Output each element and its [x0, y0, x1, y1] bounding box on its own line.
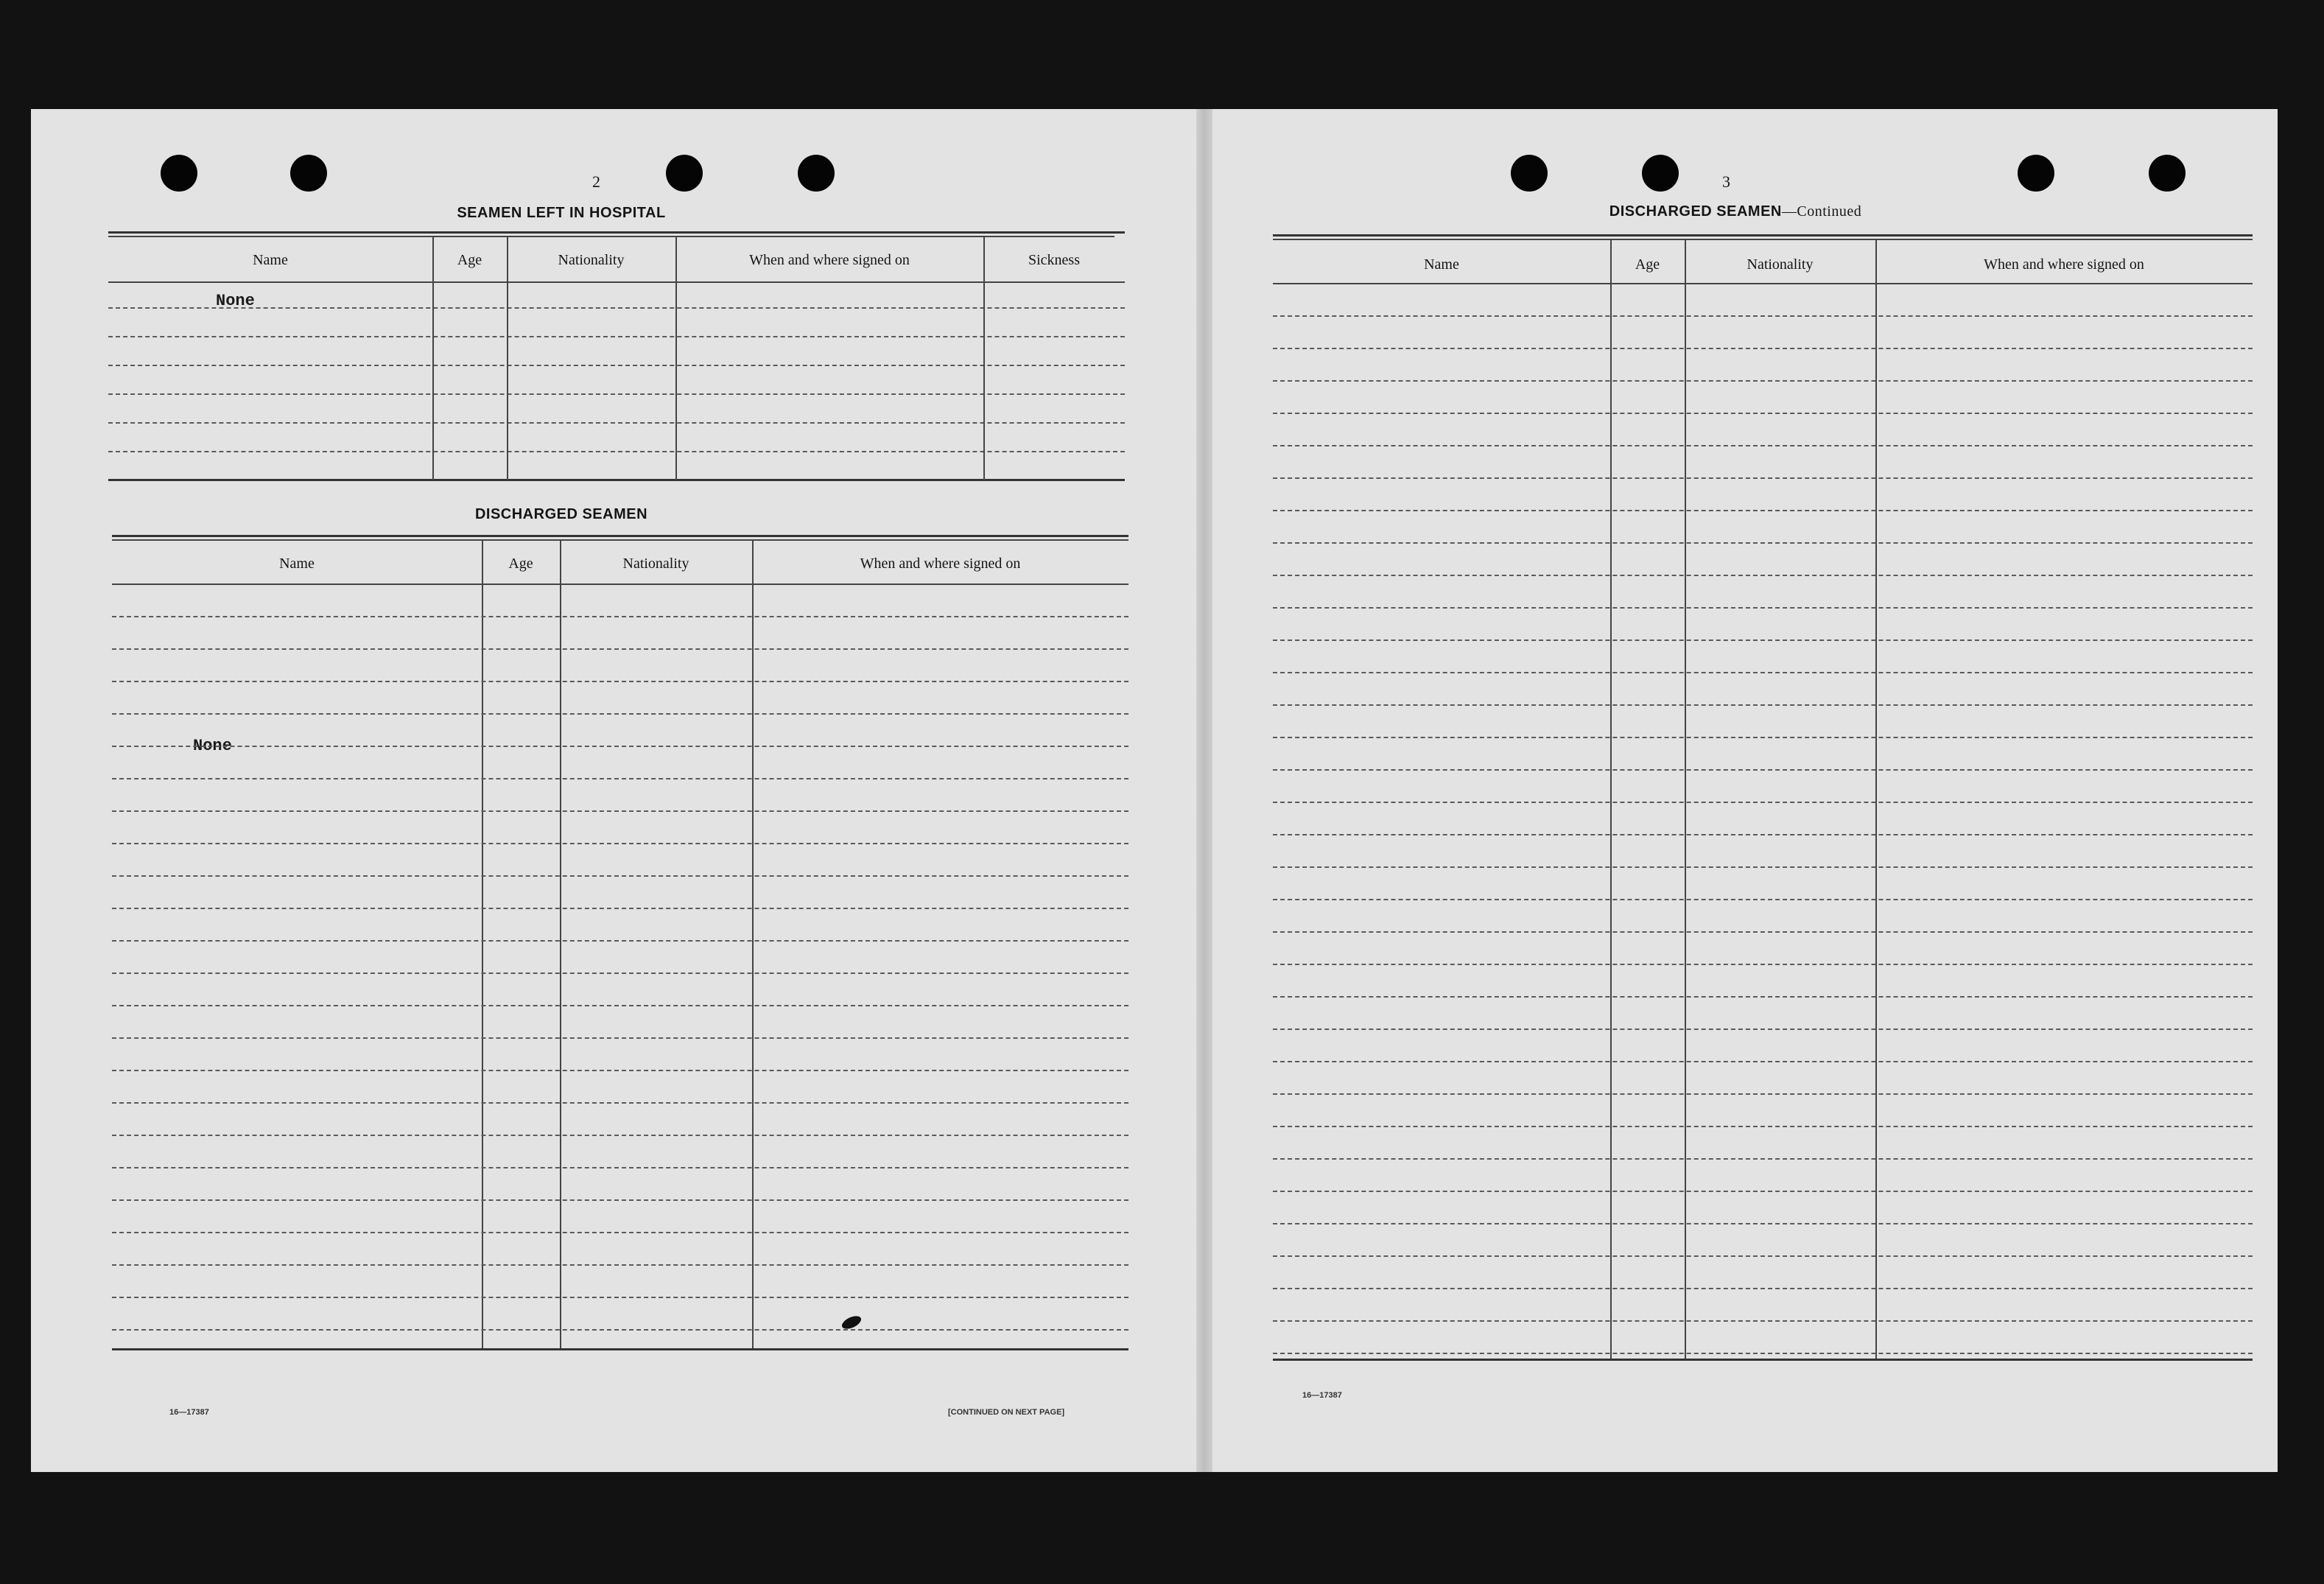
row-line: [1273, 1028, 2253, 1030]
row-line: [1273, 348, 2253, 349]
column-divider: [983, 237, 985, 480]
row-line: [1273, 931, 2253, 933]
row-line: [1273, 704, 2253, 706]
column-header-sickness: Sickness: [1028, 252, 1080, 268]
punch-hole: [798, 155, 835, 192]
table-top-rule: [108, 231, 1125, 234]
row-line: [112, 1167, 1128, 1168]
row-line: [108, 307, 1125, 309]
row-line: [1273, 380, 2253, 382]
scanned-document: [31, 109, 2278, 1472]
row-line: [1273, 413, 2253, 414]
row-line: [112, 1297, 1128, 1298]
table-top-rule: [112, 535, 1128, 537]
column-header-signed-on: When and where signed on: [860, 556, 1021, 572]
row-line: [1273, 639, 2253, 641]
form-number: 16—17387: [169, 1408, 209, 1417]
row-line: [112, 940, 1128, 942]
page-gutter: [1196, 109, 1212, 1472]
column-header-signed-on: When and where signed on: [1984, 256, 2144, 273]
table-bottom-rule: [112, 1348, 1128, 1350]
row-line: [112, 843, 1128, 844]
column-divider: [752, 541, 754, 1348]
discharged-table-continued: [1273, 234, 2253, 1369]
row-line: [112, 681, 1128, 682]
header-bottom-rule: [1273, 283, 2253, 284]
row-line: [1273, 1288, 2253, 1289]
row-line: [1273, 1158, 2253, 1160]
row-line: [1273, 542, 2253, 544]
row-line: [1273, 996, 2253, 998]
discharged-table-title: DISCHARGED SEAMEN: [474, 506, 648, 522]
column-divider: [482, 541, 483, 1348]
table-top-rule: [1273, 239, 2253, 240]
row-line: [1273, 477, 2253, 479]
punch-hole: [2149, 155, 2186, 192]
row-line: [112, 648, 1128, 650]
row-line: [112, 746, 1128, 747]
right-page: [1212, 109, 2278, 1472]
row-line: [108, 393, 1125, 395]
row-line: [112, 1037, 1128, 1039]
column-header-age: Age: [457, 252, 482, 268]
row-line: [1273, 575, 2253, 576]
discharged-table: [112, 535, 1128, 1360]
row-line: [112, 616, 1128, 617]
row-line: [1273, 866, 2253, 868]
table-top-rule: [112, 539, 1128, 541]
row-line: [112, 1135, 1128, 1136]
column-header-name: Name: [279, 556, 315, 572]
discharged-entry: None: [193, 737, 232, 755]
column-header-nationality: Nationality: [558, 252, 625, 268]
left-page: [31, 109, 1196, 1472]
row-line: [1273, 1353, 2253, 1354]
punch-hole: [1642, 155, 1679, 192]
row-line: [112, 1199, 1128, 1201]
header-bottom-rule: [108, 281, 1125, 283]
column-header-age: Age: [1635, 256, 1660, 273]
row-line: [112, 1070, 1128, 1071]
table-top-rule: [108, 236, 1114, 237]
row-line: [108, 336, 1125, 337]
row-line: [112, 1329, 1128, 1331]
row-line: [108, 422, 1125, 424]
row-line: [112, 908, 1128, 909]
row-line: [112, 810, 1128, 812]
continued-note: [CONTINUED ON NEXT PAGE]: [948, 1408, 1065, 1417]
discharged-table-title: [1478, 203, 1993, 220]
hospital-table-title: SEAMEN LEFT IN HOSPITAL: [457, 205, 666, 221]
row-line: [1273, 1061, 2253, 1062]
row-line: [112, 875, 1128, 877]
row-line: [112, 1264, 1128, 1266]
column-header-signed-on: When and where signed on: [749, 252, 910, 268]
row-line: [1273, 315, 2253, 317]
row-line: [112, 973, 1128, 974]
row-line: [1273, 445, 2253, 446]
title-text: DISCHARGED SEAMEN: [1609, 203, 1782, 220]
row-line: [1273, 1223, 2253, 1224]
page-number: 3: [1722, 172, 1730, 191]
column-header-nationality: Nationality: [1746, 256, 1814, 273]
punch-hole: [290, 155, 327, 192]
row-line: [108, 451, 1125, 452]
row-line: [1273, 1126, 2253, 1127]
page-number: 2: [592, 172, 600, 191]
column-divider: [507, 237, 508, 480]
column-divider: [675, 237, 677, 480]
row-line: [1273, 769, 2253, 771]
row-line: [112, 1005, 1128, 1006]
row-line: [112, 1232, 1128, 1233]
row-line: [108, 365, 1125, 366]
row-line: [1273, 510, 2253, 511]
hospital-entry: None: [216, 292, 255, 310]
row-line: [1273, 1320, 2253, 1322]
punch-hole: [666, 155, 703, 192]
form-number: 16—17387: [1302, 1391, 1342, 1400]
column-header-name: Name: [1424, 256, 1459, 273]
row-line: [1273, 802, 2253, 803]
row-line: [1273, 834, 2253, 835]
row-line: [1273, 737, 2253, 738]
table-bottom-rule: [108, 479, 1125, 481]
row-line: [1273, 1093, 2253, 1095]
punch-hole: [2018, 155, 2054, 192]
header-bottom-rule: [112, 584, 1128, 585]
row-line: [112, 713, 1128, 715]
punch-hole: [1511, 155, 1548, 192]
punch-hole: [161, 155, 197, 192]
row-line: [1273, 1191, 2253, 1192]
column-divider: [432, 237, 434, 480]
table-top-rule: [1273, 234, 2253, 236]
column-header-age: Age: [508, 556, 533, 572]
row-line: [112, 778, 1128, 779]
table-bottom-rule: [1273, 1359, 2253, 1361]
column-header-nationality: Nationality: [622, 556, 689, 572]
row-line: [1273, 964, 2253, 965]
row-line: [1273, 672, 2253, 673]
row-line: [112, 1102, 1128, 1104]
row-line: [1273, 607, 2253, 609]
row-line: [1273, 1255, 2253, 1257]
row-line: [1273, 899, 2253, 900]
title-suffix: —Continued: [1781, 203, 1862, 220]
column-divider: [560, 541, 561, 1348]
column-header-name: Name: [253, 252, 288, 268]
